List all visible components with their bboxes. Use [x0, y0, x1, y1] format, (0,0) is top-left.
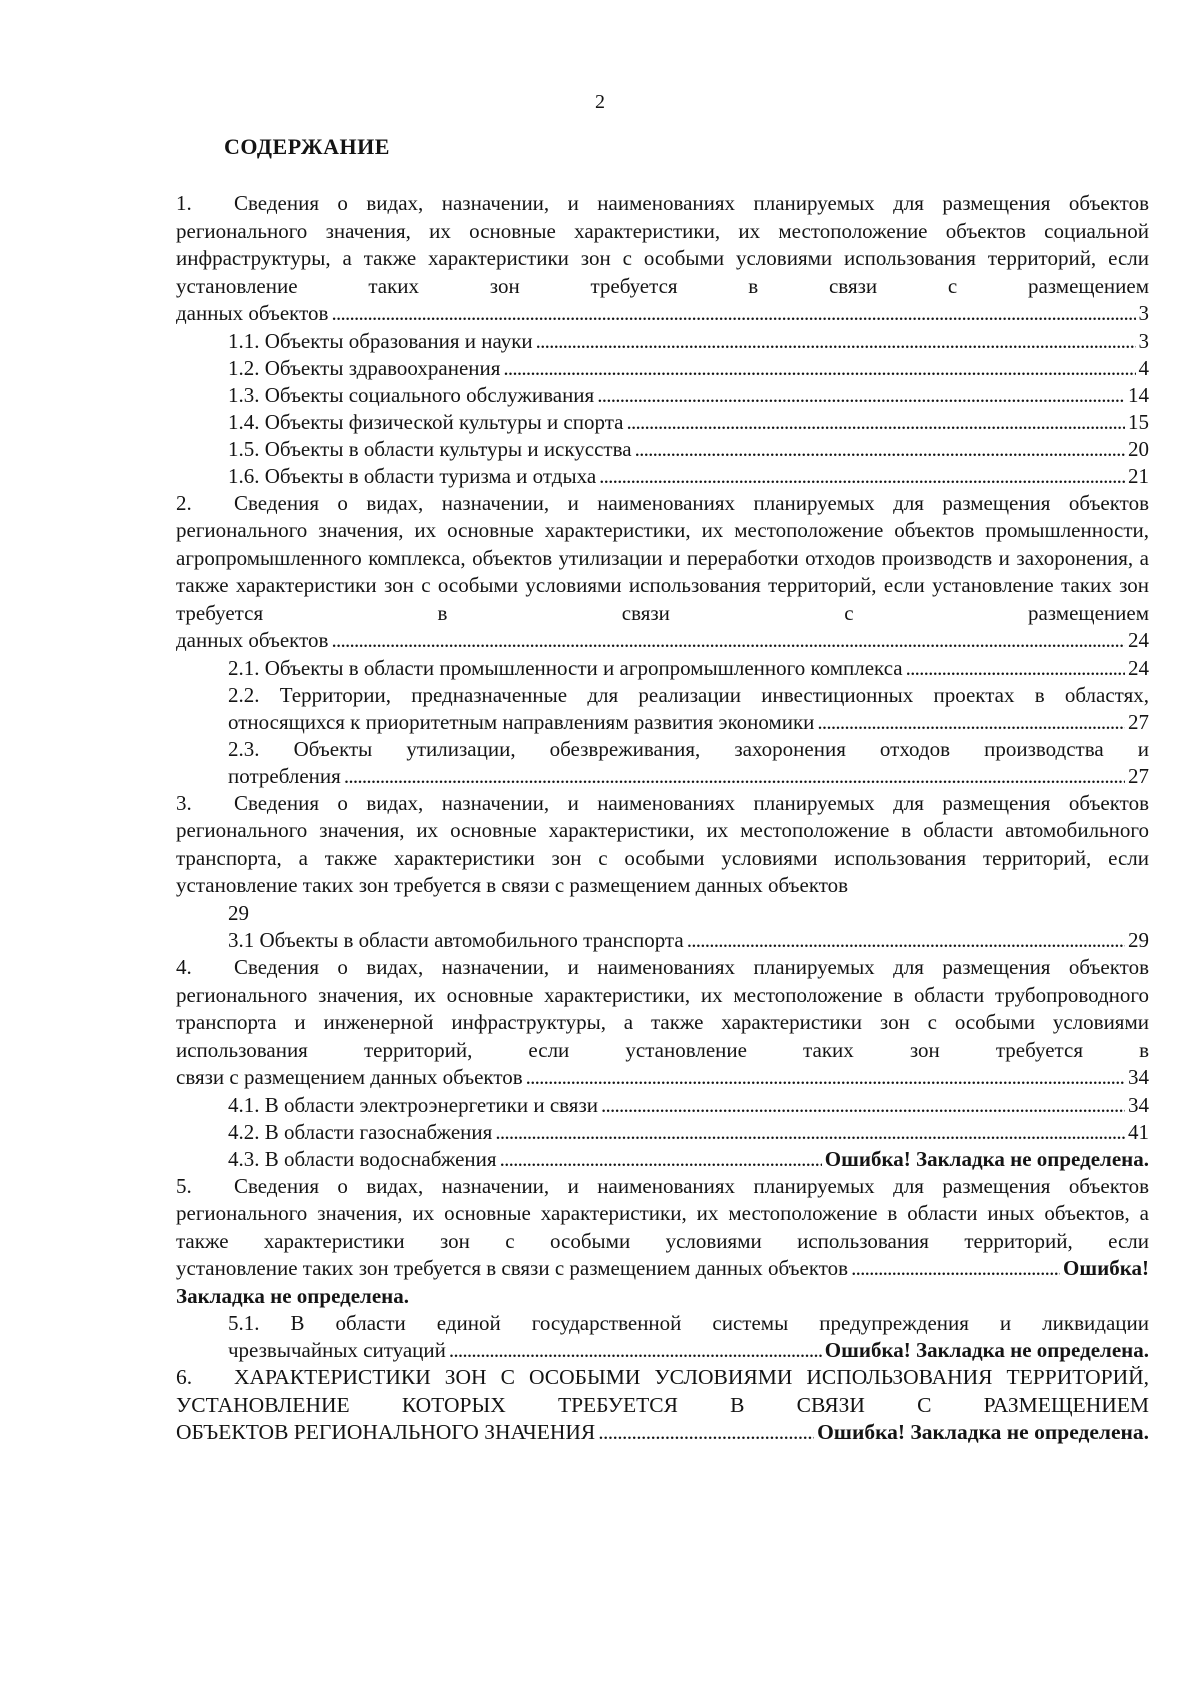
toc-number: 3. [176, 790, 192, 815]
toc-subsection-text-end: потребления [228, 763, 341, 788]
toc-section-text: Сведения о видах, назначении, и наименованиях планируемых для размещения объектов регионального значения, их основные характеристики, их местоположение в области автомобильного транспорта, а также характеристики зон с особыми условиями использования территорий, если установление таких зон требуется в связи с размещением данных объектов [176, 790, 1149, 897]
dot-leader [526, 1064, 1125, 1092]
toc-page: 3 [1138, 301, 1149, 325]
table-of-contents [176, 190, 1149, 1447]
toc-subsection-text: 2.3. Объекты утилизации, обезвреживания, захоронения отходов производства и [228, 736, 1149, 761]
toc-subsection-text-end: относящихся к приоритетным направлениям развития экономики [228, 709, 815, 734]
toc-subsection-text-end: чрезвычайных ситуаций [228, 1338, 446, 1362]
toc-page: 27 [1128, 763, 1149, 788]
dot-leader [601, 1092, 1125, 1119]
toc-section-text-end: ОБЪЕКТОВ РЕГИОНАЛЬНОГО ЗНАЧЕНИЯ [176, 1420, 596, 1444]
toc-subsection-1-1[interactable] [176, 328, 1149, 355]
toc-section-2[interactable] [176, 490, 1149, 655]
toc-section-text-end: установление таких зон требуется в связи с размещением данных объектов [176, 1256, 849, 1280]
dot-leader [449, 1337, 822, 1364]
toc-number: 2. [176, 490, 192, 515]
toc-subsection-text: 1.4. Объекты физической культуры и спорта [228, 409, 624, 434]
toc-subsection-text: 2.1. Объекты в области промышленности и агропромышленного комплекса [228, 655, 903, 680]
toc-section-text: Сведения о видах, назначении, и наименованиях планируемых для размещения объектов регионального значения, их основные характеристики, их местоположение в области иных объектов, а также характеристики зон с особыми условиями использования территорий, если [176, 1173, 1149, 1253]
dot-leader [626, 409, 1125, 436]
dot-leader [851, 1255, 1060, 1283]
toc-page: 29 [1128, 928, 1149, 952]
toc-section-text: Сведения о видах, назначении, и наименованиях планируемых для размещения объектов регионального значения, их основные характеристики, их местоположение объектов промышленности, агропромышленного комплекса, объектов утилизации и переработки отходов производств и захоронения, а также характеристики зон с особыми условиями использования территорий, если установление таких зон требуется в связи с размещением [176, 490, 1149, 625]
toc-subsection-text: 3.1 Объекты в области автомобильного транспорта [228, 928, 684, 952]
toc-page-error: Ошибка! [1063, 1256, 1149, 1280]
toc-section-text-end: данных объектов [176, 301, 329, 325]
toc-page: 24 [1128, 655, 1149, 680]
toc-page: 41 [1128, 1119, 1149, 1144]
toc-section-1[interactable] [176, 190, 1149, 328]
toc-subsection-4-1[interactable] [176, 1092, 1149, 1119]
toc-subsection-3-1[interactable] [176, 927, 1149, 954]
dot-leader [331, 627, 1125, 655]
toc-page: 34 [1128, 1092, 1149, 1117]
toc-subsection-1-3[interactable] [176, 382, 1149, 409]
page-number: 2 [595, 91, 605, 113]
dot-leader [687, 927, 1125, 954]
toc-section-4[interactable] [176, 954, 1149, 1092]
toc-title: СОДЕРЖАНИЕ [224, 134, 390, 159]
dot-leader [331, 300, 1135, 328]
dot-leader [817, 709, 1125, 736]
toc-subsection-text: 1.3. Объекты социального обслуживания [228, 382, 595, 407]
toc-subsection-text: 4.2. В области газоснабжения [228, 1119, 493, 1144]
toc-section-text: Сведения о видах, назначении, и наименованиях планируемых для размещения объектов регионального значения, их основные характеристики, их местоположение в области трубопроводного транспорта и инженерной инфраструктуры, а также характеристики зон с особыми условиями использования территорий, если установление таких зон требуется в [176, 955, 1149, 1062]
toc-subsection-4-2[interactable] [176, 1119, 1149, 1146]
dot-leader [500, 1146, 822, 1173]
toc-subsection-text: 1.6. Объекты в области туризма и отдыха [228, 463, 597, 488]
dot-leader [495, 1119, 1125, 1146]
toc-page: 3 [1138, 328, 1149, 353]
toc-subsection-2-3[interactable] [176, 736, 1149, 790]
dot-leader [598, 1419, 814, 1447]
toc-section-text: Сведения о видах, назначении, и наименованиях планируемых для размещения объектов регионального значения, их основные характеристики, их местоположение объектов социальной инфраструктуры, а также характеристики зон с особыми условиями использования территорий, если установление таких зон требуется в связи с размещением [176, 191, 1149, 298]
toc-page: 29 [228, 900, 249, 925]
toc-page-error: Ошибка! Закладка не определена. [824, 1146, 1149, 1171]
toc-section-6[interactable] [176, 1364, 1149, 1447]
toc-page-error: Ошибка! Закладка не определена. [824, 1338, 1149, 1362]
toc-page: 24 [1128, 628, 1149, 652]
toc-page: 27 [1128, 709, 1149, 734]
toc-subsection-5-1[interactable] [176, 1310, 1149, 1364]
toc-subsection-text: 5.1. В области единой государственной системы предупреждения и ликвидации [228, 1311, 1149, 1335]
toc-section-text-end: связи с размещением данных объектов [176, 1065, 523, 1089]
toc-section-3[interactable] [176, 790, 1149, 928]
toc-subsection-text: 1.5. Объекты в области культуры и искусства [228, 436, 632, 461]
toc-number: 5. [176, 1173, 192, 1198]
dot-leader [906, 655, 1125, 682]
toc-section-text: ХАРАКТЕРИСТИКИ ЗОН С ОСОБЫМИ УСЛОВИЯМИ ИСПОЛЬЗОВАНИЯ ТЕРРИТОРИЙ, УСТАНОВЛЕНИЕ КОТОРЫХ ТРЕБУЕТСЯ В СВЯЗИ С РАЗМЕЩЕНИЕМ [176, 1365, 1149, 1417]
dot-leader [597, 382, 1125, 409]
toc-page: 14 [1128, 382, 1149, 407]
toc-subsection-text: 1.1. Объекты образования и науки [228, 328, 533, 353]
dot-leader [599, 463, 1125, 490]
toc-subsection-2-2[interactable] [176, 682, 1149, 736]
dot-leader [344, 763, 1125, 790]
toc-subsection-text: 4.3. В области водоснабжения [228, 1146, 497, 1171]
toc-page: 15 [1128, 409, 1149, 434]
toc-section-text-end: данных объектов [176, 628, 329, 652]
toc-page: 4 [1138, 355, 1149, 380]
toc-subsection-2-1[interactable] [176, 655, 1149, 682]
toc-number: 4. [176, 955, 192, 979]
toc-page-error: Ошибка! Закладка не определена. [817, 1420, 1149, 1444]
dot-leader [503, 355, 1135, 382]
toc-page-error-cont: Закладка не определена. [176, 1283, 410, 1308]
toc-subsection-4-3[interactable] [176, 1146, 1149, 1173]
toc-number: 1. [176, 191, 192, 215]
toc-page: 34 [1128, 1065, 1149, 1089]
toc-subsection-1-4[interactable] [176, 409, 1149, 436]
dot-leader [536, 328, 1136, 355]
toc-section-5[interactable] [176, 1173, 1149, 1311]
toc-number: 6. [176, 1365, 193, 1389]
dot-leader [635, 436, 1125, 463]
toc-subsection-text: 1.2. Объекты здравоохранения [228, 355, 501, 380]
toc-page: 20 [1128, 436, 1149, 461]
toc-subsection-text: 4.1. В области электроэнергетики и связи [228, 1092, 598, 1117]
toc-subsection-1-5[interactable] [176, 436, 1149, 463]
toc-page: 21 [1128, 463, 1149, 488]
toc-subsection-1-6[interactable] [176, 463, 1149, 490]
toc-subsection-1-2[interactable] [176, 355, 1149, 382]
toc-subsection-text: 2.2. Территории, предназначенные для реализации инвестиционных проектах в областях, [228, 682, 1149, 707]
